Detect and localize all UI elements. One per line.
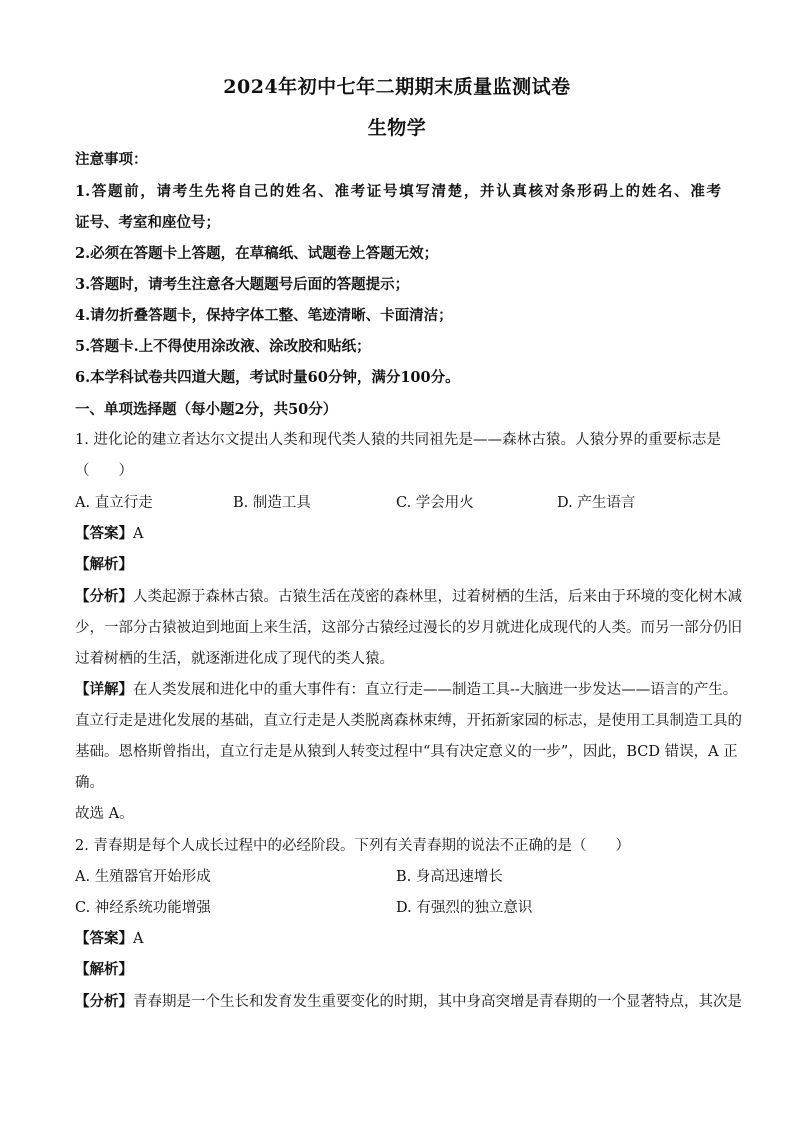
q1-conclusion: 故选 A。 — [75, 806, 134, 822]
q2-option-b: B. 身高迅速增长 — [396, 869, 503, 885]
notice-item-1: 1.答题前，请考生先将自己的姓名、准考证号填写清楚，并认真核对条形码上的姓名、准考 — [75, 183, 721, 200]
q1-option-b: B. 制造工具 — [233, 495, 311, 511]
q1-stem-bracket: （ ） — [75, 463, 133, 479]
q2-option-a: A. 生殖器官开始形成 — [75, 869, 211, 885]
q1-xiangjie-3: 基础。恩格斯曾指出，直立行走是从猿到人转变过程中“具有决定意义的一步”，因此，BCD 错误，A 正 — [75, 744, 738, 760]
fenxi-label: 【分析】 — [75, 993, 133, 1010]
q1-analysis-label: 【解析】 — [75, 556, 133, 573]
fenxi-label: 【分析】 — [75, 588, 133, 605]
q2-answer — [75, 929, 721, 949]
q2-fenxi: 【分析】青春期是一个生长和发育发生重要变化的时期，其中身高突增是青春期的一个显著特点，其次是 — [75, 993, 742, 1010]
q1-option-d: D. 产生语言 — [557, 495, 636, 511]
q2-option-d: D. 有强烈的独立意识 — [396, 900, 533, 916]
q1-xiangjie-4: 确。 — [75, 775, 104, 791]
notice-item-3: 3.答题时，请考生注意各大题题号后面的答题提示； — [75, 276, 410, 293]
section-heading: 一、单项选择题（每小题2分，共50分） — [75, 401, 338, 418]
answer-value: A — [133, 931, 144, 947]
q1-fenxi-1: 【分析】人类起源于森林古猿。古猿生活在茂密的森林里，过着树栖的生活，后来由于环境的变化树木减 — [75, 588, 742, 605]
q1-fenxi-2: 少，一部分古猿被迫到地面上来生活，这部分古猿经过漫长的岁月就进化成现代的人类。而另一部分仍旧 — [75, 620, 742, 636]
notice-item-1-cont: 证号、考室和座位号； — [75, 214, 220, 231]
answer-value: A — [133, 526, 144, 542]
q2-option-c: C. 神经系统功能增强 — [75, 900, 211, 916]
notice-item-6: 6.本学科试卷共四道大题，考试时量60分钟，满分100分。 — [75, 369, 460, 386]
q2-stem: 2. 青春期是每个人成长过程中的必经阶段。下列有关青春期的说法不正确的是（ ） — [75, 838, 630, 854]
q2-analysis-label: 【解析】 — [75, 961, 133, 978]
answer-label: 【答案】 — [75, 525, 133, 542]
subject-title: 生物学 — [367, 117, 427, 139]
q1-answer — [75, 524, 721, 544]
q1-stem: 1. 进化论的建立者达尔文提出人类和现代类人猿的共同祖先是——森林古猿。人猿分界的重要标志是 — [75, 432, 721, 448]
q1-fenxi-3: 过着树栖的生活，就逐渐进化成了现代的类人猿。 — [75, 651, 394, 667]
answer-label: 【答案】 — [75, 930, 133, 947]
q1-xiangjie-2: 直立行走是进化发展的基础，直立行走是人类脱离森林束缚，开拓新家园的标志，是使用工具制造工具的 — [75, 713, 742, 729]
notice-item-4: 4.请勿折叠答题卡，保持字体工整、笔迹清晰、卡面清洁； — [75, 307, 453, 324]
q1-xiangjie-1: 【详解】在人类发展和进化中的重大事件有：直立行走——制造工具--大脑进一步发达——语言的产生。 — [75, 681, 738, 698]
exam-title: 2024年初中七年二期期末质量监测试卷 — [223, 76, 571, 98]
notice-item-2: 2.必须在答题卡上答题，在草稿纸、试题卷上答题无效； — [75, 245, 439, 262]
notice-heading: 注意事项： — [75, 151, 148, 168]
q1-option-c: C. 学会用火 — [396, 495, 474, 511]
q1-option-a: A. 直立行走 — [75, 495, 153, 511]
notice-item-5: 5.答题卡.上不得使用涂改液、涂改胶和贴纸； — [75, 338, 371, 355]
xiangjie-label: 【详解】 — [75, 681, 133, 698]
